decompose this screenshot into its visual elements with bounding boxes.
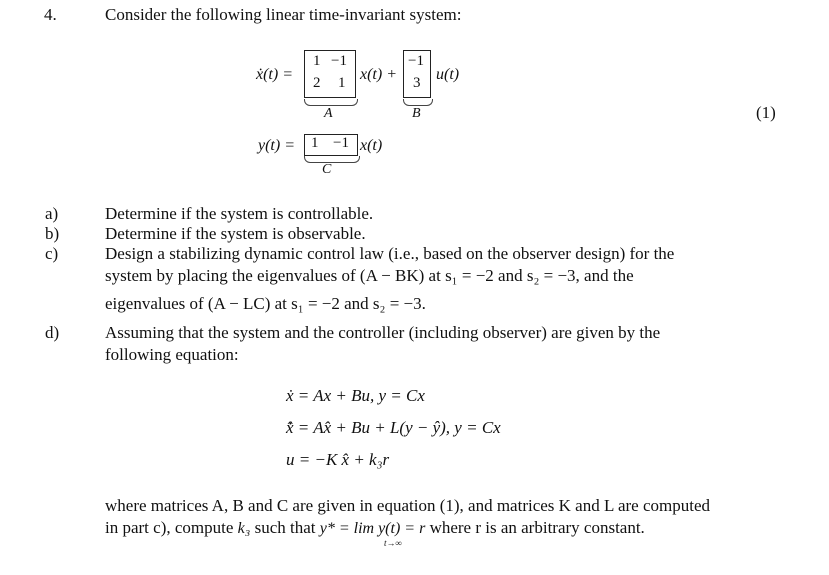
part-b-label: b): [45, 224, 60, 243]
closed-loop-eq-3: u = −K x̂ + k₃r: [286, 450, 390, 469]
equation-label: (1): [756, 103, 776, 122]
B-1: −1: [408, 53, 424, 69]
part-a-text: Determine if the system is controllable.: [105, 204, 374, 223]
output-eq-lhs: y(t) =: [258, 137, 295, 154]
A-22: 1: [338, 75, 346, 91]
part-c-line-3: eigenvalues of (A − LC) at s₁ = −2 and s₂ = −3.: [105, 294, 426, 313]
part-c-label: c): [45, 244, 59, 263]
label-B: B: [412, 106, 421, 121]
final-line-2-pre: in part c), compute: [105, 518, 238, 537]
B-2: 3: [413, 75, 421, 91]
problem-number: 4.: [44, 5, 57, 24]
matrix-A: [304, 50, 356, 98]
brace-B: [403, 99, 433, 106]
final-line-2-post: where r is an arbitrary constant.: [425, 518, 645, 537]
state-eq-u-term: u(t): [436, 66, 460, 83]
part-d-line-1: Assuming that the system and the controller (including observer) are given by the: [105, 323, 661, 342]
ystar-expression: y* = lim y(t) = r: [319, 520, 426, 537]
part-b-text: Determine if the system is observable.: [105, 224, 366, 243]
A-12: −1: [331, 53, 347, 69]
matrix-B: [403, 50, 431, 98]
k3-symbol: k₃: [237, 520, 251, 537]
C-2: −1: [333, 135, 349, 151]
A-21: 2: [313, 75, 321, 91]
closed-loop-eq-1: ẋ = Ax + Bu, y = Cx: [286, 386, 425, 405]
final-line-2: [105, 518, 645, 539]
matrix-C: [304, 134, 358, 156]
state-eq-lhs: ẋ(t) =: [256, 66, 293, 83]
problem-intro: Consider the following linear time-invariant system:: [105, 5, 462, 24]
part-c-line-1: Design a stabilizing dynamic control law (i.e., based on the observer design) for the: [105, 244, 675, 263]
brace-C: [304, 156, 360, 163]
output-eq-x-term: x(t): [360, 137, 383, 154]
A-11: 1: [313, 53, 321, 69]
lim-subscript: t→∞: [384, 538, 402, 548]
final-line-2-mid: such that: [250, 518, 320, 537]
final-line-1: where matrices A, B and C are given in equation (1), and matrices K and L are computed: [105, 496, 711, 515]
part-a-label: a): [45, 204, 59, 223]
C-1: 1: [311, 135, 319, 151]
brace-A: [304, 99, 358, 106]
closed-loop-eq-2: x̂̇ = Ax̂ + Bu + L(y − ŷ), y = Cx: [286, 418, 501, 437]
state-eq-x-term: x(t) +: [360, 66, 397, 83]
label-A: A: [324, 106, 333, 121]
part-c-line-2: system by placing the eigenvalues of (A − BK) at s₁ = −2 and s₂ = −3, and the: [105, 266, 634, 285]
part-d-line-2: following equation:: [105, 345, 239, 364]
part-d-label: d): [45, 323, 60, 342]
label-C: C: [322, 162, 332, 177]
